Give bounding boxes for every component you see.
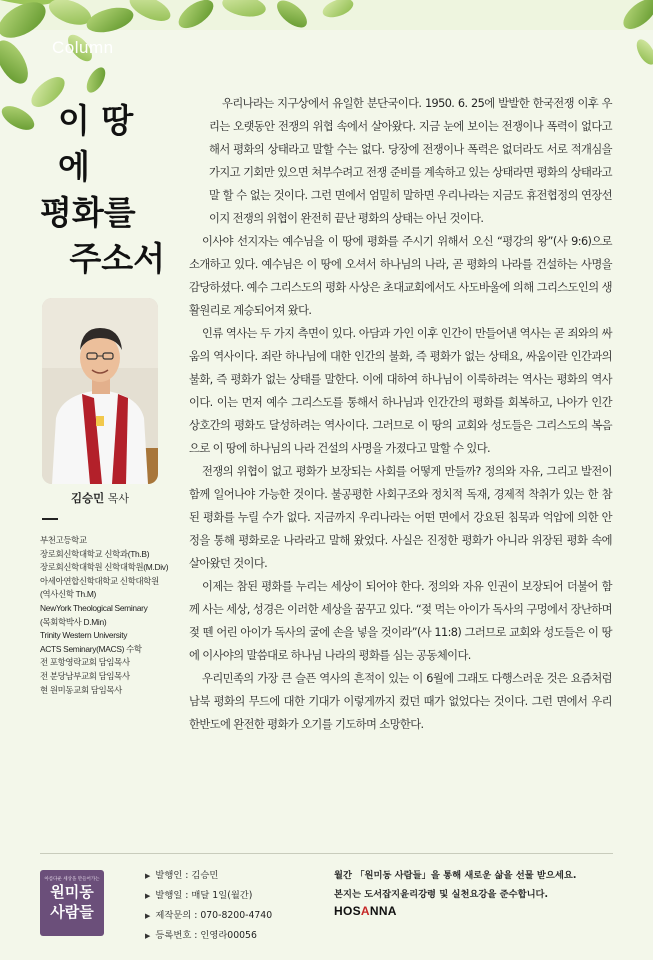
author-photo [42, 298, 158, 484]
page-title [40, 98, 165, 282]
bio-line: ACTS Seminary(MACS) 수학 [40, 643, 142, 654]
section-label: Column [52, 38, 114, 57]
footer-divider [40, 853, 613, 854]
author-name-line [42, 490, 158, 506]
publish-date: ▶ 발행일 : 매달 1일(월간) [145, 886, 272, 906]
brand-part: HOS [334, 904, 361, 918]
hosanna-logo [334, 904, 397, 918]
article-paragraph: 이사야 선지자는 예수님을 이 땅에 평화를 주시기 위해서 오신 “평강의 왕”(사 9:6)으로 소개하고 있다. 예수님은 이 땅에 오셔서 하나님의 나라, 곧 평화의 나라를 건설하는 사명을 감당하셨다. 예수 그리스도의 평화 사상은 초대교회에서도 사도바울에 의해 그리스도인의 생활원리로 계승되어져 왔다. [189, 235, 612, 317]
publisher: ▶ 발행인 : 김승민 [145, 866, 272, 886]
author-name: 김승민 [70, 491, 105, 505]
bio-line: 현 원미동교회 담임목사 [40, 684, 122, 695]
bio-line: 장로회신학대학교 신학과(Th.B) [40, 548, 150, 559]
article-paragraph: 인류 역사는 두 가지 측면이 있다. 아담과 가인 이후 인간이 만들어낸 역사는 곧 죄와의 싸움의 역사이다. 죄란 하나님에 대한 인간의 불화, 즉 평화가 없는 상태요, 싸움이란 인간과의 불화, 즉 평화가 없는 상태를 말한다. 이에 대하여 하나님이 이룩하려는 역사는 평화의 역사이다. 이는 먼저 예수 그리스도를 통해서 하나님과 인간간의 평화를 회복하고, 나아가 인간 상호간의 평화도 달성하려는 역사이다. 그러므로 이 땅의 교회와 성도들은 그리스도의 복음으로 이 땅에 하나님의 나라 건설의 사명을 가졌다고 말할 수 있다. [189, 327, 612, 455]
bio-line: 전 분당남부교회 담임목사 [40, 670, 130, 681]
logo-name-line1: 원미동 [50, 883, 94, 901]
notice-line: 본지는 도서잡지윤리강령 및 실천요강을 준수합니다. [334, 889, 549, 900]
footer-notice [334, 866, 576, 904]
bio-line: 전 포항영락교회 담임목사 [40, 657, 130, 668]
brand-part: NNA [369, 904, 397, 918]
article-paragraph: 이제는 참된 평화를 누리는 세상이 되어야 한다. 정의와 자유 인권이 보장되어 더불어 함께 사는 세상, 성경은 이러한 세상을 꿈꾸고 있다. “젖 먹는 아이가 독사의 구멍에서 장난하며 젖 뗀 어린 아이가 독사의 굴에 손을 넣을 것이라”(사 11:8) 그러므로 교회와 성도들은 이 땅에 이사야의 말씀대로 하나님 나라의 평화를 심는 공동체이다. [189, 580, 612, 662]
title-line-3: 주소서 [69, 239, 165, 278]
article-paragraph: 우리민족의 가장 큰 슬픈 역사의 흔적이 있는 이 6월에 그래도 다행스러운 것은 요즘처럼 남북 평화의 무드에 대한 기대가 이렇게까지 컸던 때가 없었다는 것이다. 그런 면에서 우리 한반도에 완전한 평화가 오기를 기도하며 소망한다. [189, 672, 612, 731]
registration-number: ▶ 등록번호 : 인영라00056 [145, 926, 272, 946]
article-paragraph: 우리나라는 지구상에서 유일한 분단국이다. 1950. 6. 25에 발발한 한국전쟁 이후 우리는 오랫동안 전쟁의 위협 속에서 살아왔다. 지금 눈에 보이는 전쟁이나 폭력이 없다고 해서 평화의 상태라고 말할 수는 없다. 당장에 전쟁이나 폭력은 없더라도 서로 적개심을 가지고 기회만 있으면 쳐부수려고 전쟁 준비를 계속하고 있는 상태라면 평화의 상태라고 말 할 수 없는 것이다. 그런 면에서 엄밀히 말하면 우리나라는 지금도 휴전협정의 연장선이지 전쟁의 위협이 완전히 끝난 평화의 상태는 아닌 것이다. [209, 97, 612, 225]
bio-line: 부천고등학교 [40, 535, 87, 545]
author-bio [40, 534, 168, 697]
publication-info [145, 866, 272, 946]
bio-line: 아세아연합신학대학교 신학대학원 [40, 575, 159, 586]
author-divider [42, 518, 58, 520]
bio-line: (목회학박사 D.Min) [40, 616, 107, 627]
author-portrait-image [42, 298, 158, 484]
author-role: 목사 [107, 492, 130, 505]
notice-line: 월간 「원미동 사람들」을 통해 새로운 삶을 선물 받으세요. [334, 870, 577, 881]
bio-line: 장로회신학대학원 신학대학원(M.Div) [40, 562, 169, 573]
bio-line: Trinity Western University [40, 630, 128, 641]
inquiry-phone: ▶ 제작문의 : 070-8200-4740 [145, 906, 272, 926]
logo-tagline: 아름다운 세상을 만들어가는 [44, 877, 100, 882]
bio-line: NewYork Theological Seminary [40, 602, 148, 613]
title-line-2: 평화를 [40, 193, 136, 232]
brand-accent-letter: A [360, 904, 370, 918]
magazine-logo [40, 870, 104, 936]
bio-line: (역사신학 Th.M) [40, 589, 97, 600]
article-body [189, 92, 612, 736]
logo-name-line2: 사람들 [50, 903, 94, 921]
article-paragraph: 전쟁의 위협이 없고 평화가 보장되는 사회를 어떻게 만들까? 정의와 자유, 그리고 발전이 함께 일어나야 가능한 것이다. 불공평한 사회구조와 정치적 독재, 경제적 착취가 있는 한 참된 평화를 누릴 수가 없다. 지금까지 우리나라는 어떤 면에서 강요된 침묵과 억압에 의한 안정을 통해 평화로운 나라라고 말해 왔었다. 사실은 진정한 평화가 아니라 위장된 평화 속에 살아왔던 것이다. [189, 465, 612, 570]
title-line-1: 이 땅에 [58, 101, 134, 186]
